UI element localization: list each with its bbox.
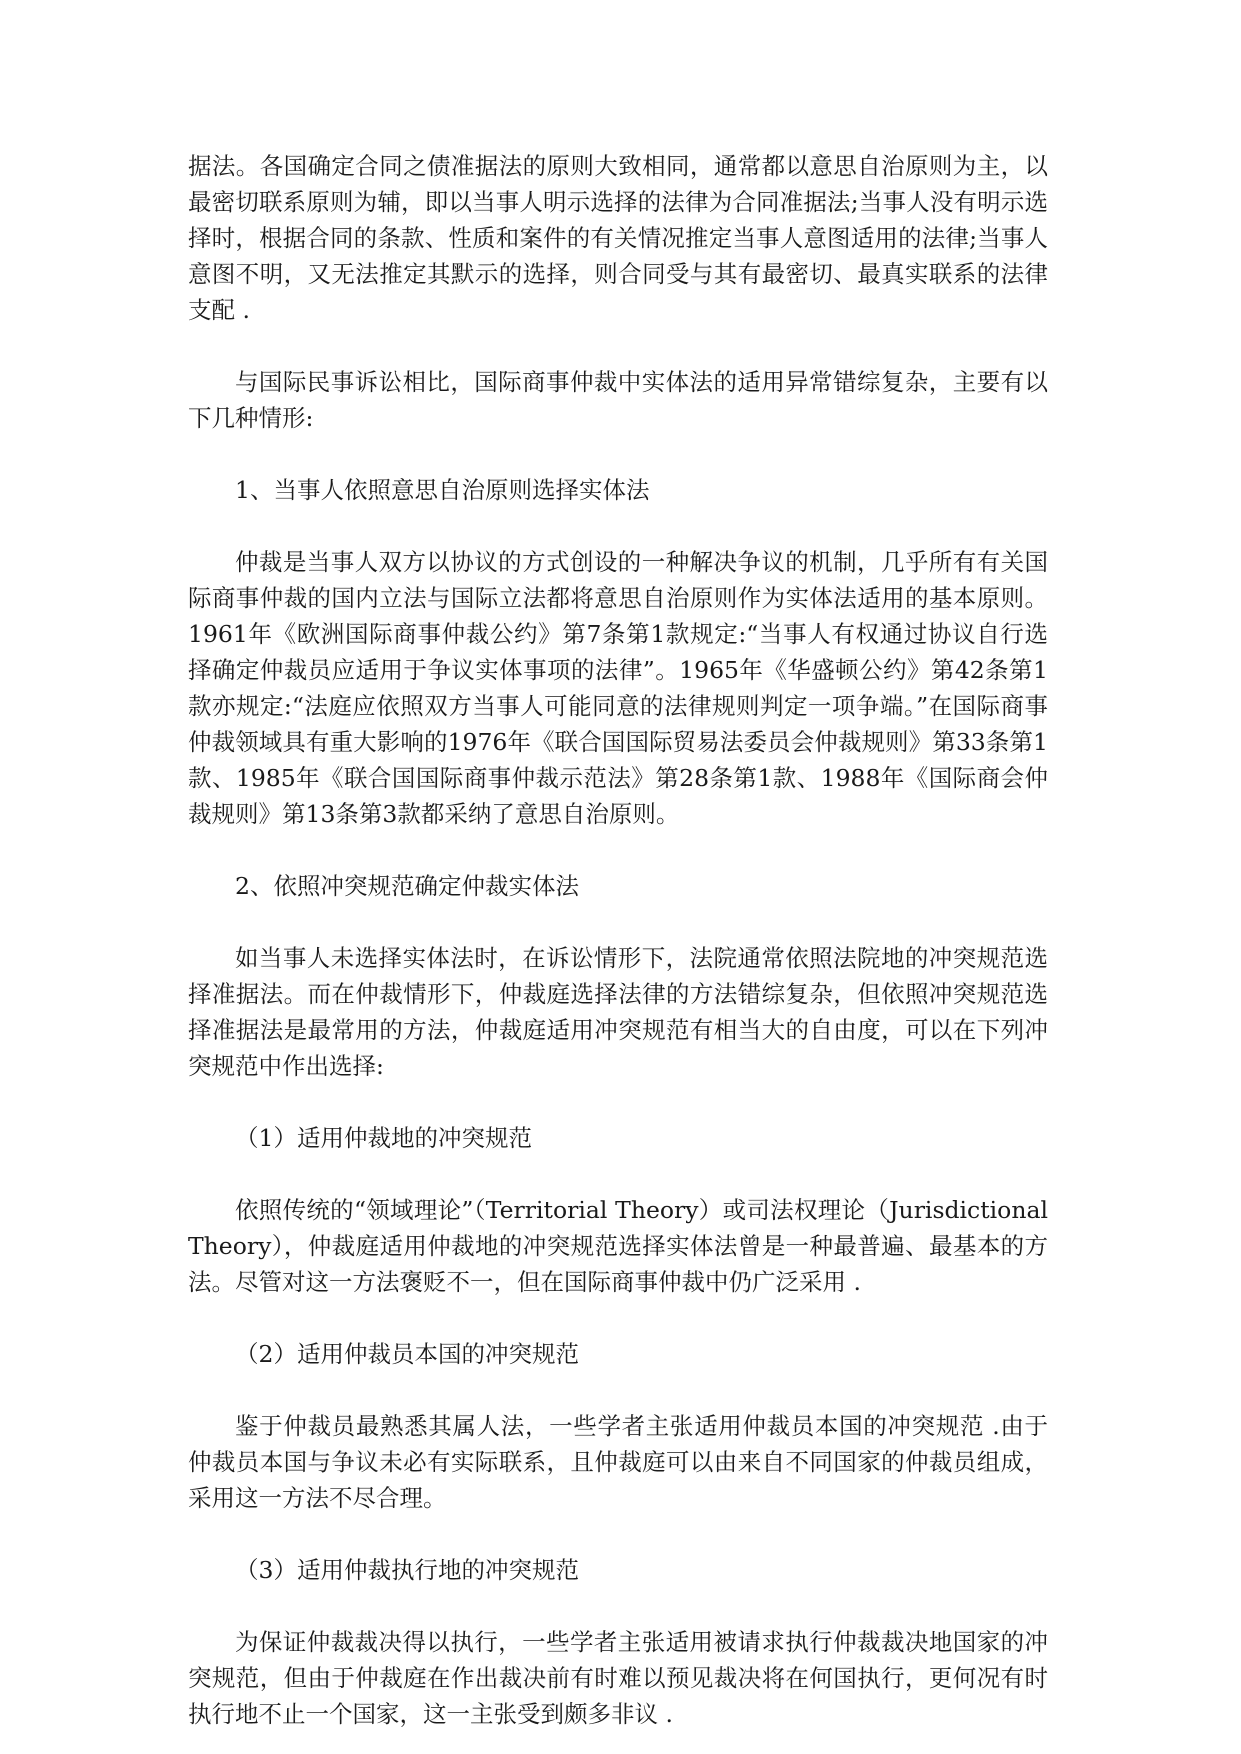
paragraph-gap: [188, 832, 1048, 868]
paragraph-seat: 依照传统的“领域理论”（Territorial Theory）或司法权理论（Jurisdictional Theory），仲裁庭适用仲裁地的冲突规范选择实体法曾是一种最普遍、最基本的方法。尽管对这一方法褒贬不一，但在国际商事仲裁中仍广泛采用 .: [188, 1196, 1048, 1296]
paragraph-gap: [188, 1588, 1048, 1624]
paragraph-gap: [188, 1156, 1048, 1192]
subheading-1: （1）适用仲裁地的冲突规范: [235, 1124, 532, 1152]
subheading-2: （2）适用仲裁员本国的冲突规范: [235, 1340, 579, 1368]
paragraph-conflict-rules: 如当事人未选择实体法时，在诉讼情形下，法院通常依照法院地的冲突规范选择准据法。而在仲裁情形下，仲裁庭选择法律的方法错综复杂，但依照冲突规范选择准据法是最常用的方法，仲裁庭适用冲突规范有相当大的自由度，可以在下列冲突规范中作出选择:: [188, 944, 1048, 1080]
paragraph-intro: 据法。各国确定合同之债准据法的原则大致相同，通常都以意思自治原则为主，以最密切联系原则为辅，即以当事人明示选择的法律为合同准据法;当事人没有明示选择时，根据合同的条款、性质和案件的有关情况推定当事人意图适用的法律;当事人意图不明，又无法推定其默示的选择，则合同受与其有最密切、最真实联系的法律支配 .: [188, 152, 1048, 324]
paragraph-gap: [188, 508, 1048, 544]
paragraph-gap: [188, 1516, 1048, 1552]
paragraph-comparison: 与国际民事诉讼相比，国际商事仲裁中实体法的适用异常错综复杂，主要有以下几种情形:: [188, 368, 1048, 432]
paragraph-gap: [188, 1300, 1048, 1336]
paragraph-gap: [188, 1084, 1048, 1120]
paragraph-enforcement: 为保证仲裁裁决得以执行，一些学者主张适用被请求执行仲裁裁决地国家的冲突规范，但由于仲裁庭在作出裁决前有时难以预见裁决将在何国执行，更何况有时执行地不止一个国家，这一主张受到颇多非议 .: [188, 1628, 1048, 1728]
section-heading-1: 1、当事人依照意思自治原则选择实体法: [235, 476, 650, 504]
paragraph-gap: [188, 904, 1048, 940]
paragraph-gap: [188, 1372, 1048, 1408]
section-heading-2: 2、依照冲突规范确定仲裁实体法: [235, 872, 579, 900]
paragraph-autonomy: 仲裁是当事人双方以协议的方式创设的一种解决争议的机制，几乎所有有关国际商事仲裁的国内立法与国际立法都将意思自治原则作为实体法适用的基本原则。1961年《欧洲国际商事仲裁公约》第7条第1款规定:“当事人有权通过协议自行选择确定仲裁员应适用于争议实体事项的法律”。1965年《华盛顿公约》第42条第1款亦规定:“法庭应依照双方当事人可能同意的法律规则判定一项争端。”在国际商事仲裁领域具有重大影响的1976年《联合国国际贸易法委员会仲裁规则》第33条第1款、1985年《联合国国际商事仲裁示范法》第28条第1款、1988年《国际商会仲裁规则》第13条第3款都采纳了意思自治原则。: [188, 548, 1048, 828]
paragraph-arbitrator-nationality: 鉴于仲裁员最熟悉其属人法，一些学者主张适用仲裁员本国的冲突规范 .由于仲裁员本国与争议未必有实际联系，且仲裁庭可以由来自不同国家的仲裁员组成，采用这一方法不尽合理。: [188, 1412, 1048, 1512]
subheading-3: （3）适用仲裁执行地的冲突规范: [235, 1556, 579, 1584]
paragraph-gap: [188, 436, 1048, 472]
paragraph-gap: [188, 328, 1048, 364]
document-body: [188, 148, 1048, 1732]
